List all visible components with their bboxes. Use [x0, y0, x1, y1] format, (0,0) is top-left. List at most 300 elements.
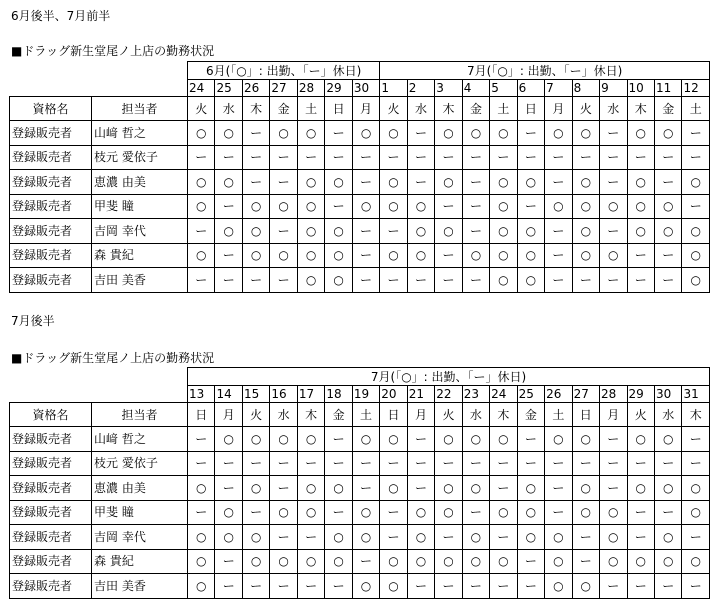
- attendance-cell: ○: [188, 574, 215, 599]
- section1-subtitle: 6月後半、7月前半: [11, 9, 111, 23]
- attendance-cell: ○: [435, 121, 462, 146]
- weekday: 木: [297, 403, 324, 427]
- attendance-cell: ー: [627, 243, 654, 268]
- attendance-cell: ○: [297, 219, 324, 244]
- attendance-cell: ○: [600, 500, 627, 525]
- group-header-june: 6月(「○」: 出勤、「ー」休日): [188, 62, 380, 80]
- attendance-cell: ○: [490, 194, 517, 219]
- day-number: 31: [682, 386, 710, 403]
- attendance-cell: ○: [517, 219, 544, 244]
- table-row: [10, 219, 710, 244]
- attendance-cell: ○: [188, 525, 215, 550]
- attendance-cell: ○: [435, 500, 462, 525]
- day-number: 24: [188, 80, 215, 97]
- attendance-cell: ー: [462, 268, 489, 293]
- attendance-cell: ○: [627, 121, 654, 146]
- weekday: 土: [545, 403, 572, 427]
- weekday: 火: [627, 403, 654, 427]
- attendance-cell: ○: [435, 427, 462, 452]
- attendance-cell: ー: [682, 121, 710, 146]
- attendance-cell: ー: [545, 500, 572, 525]
- table-row: [10, 194, 710, 219]
- table-row: [10, 451, 710, 476]
- table-row: [10, 243, 710, 268]
- day-number: 17: [297, 386, 324, 403]
- attendance-cell: ○: [517, 243, 544, 268]
- attendance-cell: ー: [490, 574, 517, 599]
- attendance-cell: ー: [600, 574, 627, 599]
- attendance-cell: ○: [325, 243, 352, 268]
- attendance-cell: ー: [188, 145, 215, 170]
- weekday: 土: [490, 97, 517, 121]
- attendance-cell: ー: [517, 549, 544, 574]
- attendance-cell: ○: [682, 243, 710, 268]
- attendance-cell: ○: [572, 427, 599, 452]
- attendance-cell: ○: [188, 170, 215, 195]
- attendance-cell: ○: [297, 549, 324, 574]
- table-row: [10, 268, 710, 293]
- day-number: 30: [352, 80, 380, 97]
- attendance-cell: ー: [435, 574, 462, 599]
- attendance-cell: ○: [215, 219, 242, 244]
- attendance-cell: ー: [215, 243, 242, 268]
- attendance-cell: ー: [600, 170, 627, 195]
- attendance-cell: ○: [490, 268, 517, 293]
- attendance-cell: ○: [380, 121, 407, 146]
- attendance-cell: ー: [490, 476, 517, 501]
- day-number: 5: [490, 80, 517, 97]
- weekday: 土: [297, 97, 324, 121]
- weekday: 木: [435, 97, 462, 121]
- attendance-cell: ○: [490, 243, 517, 268]
- attendance-cell: ○: [655, 194, 682, 219]
- attendance-cell: ○: [545, 121, 572, 146]
- attendance-cell: ○: [490, 549, 517, 574]
- attendance-cell: ○: [188, 121, 215, 146]
- day-number: 27: [270, 80, 297, 97]
- attendance-cell: ー: [572, 549, 599, 574]
- weekday: 日: [325, 97, 352, 121]
- qualification: 登録販売者: [10, 549, 92, 574]
- day-number: 30: [654, 386, 681, 403]
- attendance-cell: ー: [435, 194, 462, 219]
- weekday: 水: [407, 97, 434, 121]
- day-row-blank: [10, 80, 188, 97]
- person-name: 森 貴紀: [92, 549, 188, 574]
- column-header-qualification: 資格名: [10, 97, 92, 121]
- attendance-cell: ○: [270, 500, 297, 525]
- attendance-cell: ○: [297, 476, 324, 501]
- attendance-cell: ○: [407, 549, 434, 574]
- weekday: 火: [380, 97, 407, 121]
- day-number: 15: [242, 386, 269, 403]
- weekday: 水: [270, 403, 297, 427]
- person-name: 枝元 愛依子: [92, 451, 188, 476]
- weekday: 月: [352, 97, 380, 121]
- qualification: 登録販売者: [10, 427, 92, 452]
- attendance-cell: ー: [242, 121, 269, 146]
- attendance-cell: ー: [352, 476, 379, 501]
- attendance-cell: ー: [462, 574, 489, 599]
- day-number: 29: [325, 80, 352, 97]
- attendance-cell: ー: [380, 451, 407, 476]
- attendance-cell: ー: [627, 525, 654, 550]
- attendance-cell: ー: [655, 243, 682, 268]
- attendance-cell: ○: [490, 121, 517, 146]
- day-number: 1: [380, 80, 407, 97]
- attendance-cell: ー: [242, 574, 269, 599]
- attendance-cell: ○: [270, 194, 297, 219]
- attendance-cell: ー: [325, 145, 352, 170]
- attendance-cell: ー: [627, 451, 654, 476]
- attendance-cell: ○: [600, 549, 627, 574]
- day-number: 23: [462, 386, 489, 403]
- person-name: 森 貴紀: [92, 243, 188, 268]
- attendance-cell: ○: [600, 194, 627, 219]
- attendance-cell: ○: [325, 525, 352, 550]
- attendance-cell: ー: [215, 268, 242, 293]
- weekday: 火: [242, 403, 269, 427]
- qualification: 登録販売者: [10, 121, 92, 146]
- weekday: 木: [242, 97, 269, 121]
- attendance-cell: ○: [654, 476, 681, 501]
- attendance-cell: ー: [325, 121, 352, 146]
- attendance-cell: ー: [545, 219, 572, 244]
- attendance-cell: ○: [242, 476, 269, 501]
- day-number: 14: [215, 386, 242, 403]
- attendance-cell: ー: [380, 500, 407, 525]
- attendance-cell: ○: [325, 476, 352, 501]
- attendance-cell: ー: [270, 170, 297, 195]
- attendance-cell: ○: [600, 525, 627, 550]
- attendance-cell: ー: [325, 451, 352, 476]
- attendance-cell: ○: [242, 525, 269, 550]
- attendance-cell: ○: [352, 500, 379, 525]
- table-row: [10, 145, 710, 170]
- attendance-cell: ー: [682, 574, 710, 599]
- attendance-cell: ○: [435, 476, 462, 501]
- person-name: 吉田 美香: [92, 268, 188, 293]
- attendance-cell: ○: [545, 574, 572, 599]
- person-name: 枝元 愛依子: [92, 145, 188, 170]
- attendance-cell: ー: [407, 121, 434, 146]
- table-row: [10, 500, 710, 525]
- attendance-cell: ー: [517, 427, 544, 452]
- attendance-cell: ○: [352, 427, 379, 452]
- day-number: 28: [297, 80, 324, 97]
- attendance-cell: ○: [215, 525, 242, 550]
- day-number: 12: [682, 80, 710, 97]
- attendance-cell: ー: [490, 451, 517, 476]
- person-name: 山﨑 哲之: [92, 427, 188, 452]
- attendance-cell: ー: [572, 525, 599, 550]
- attendance-cell: ○: [215, 170, 242, 195]
- attendance-cell: ○: [297, 427, 324, 452]
- attendance-cell: ○: [352, 121, 380, 146]
- attendance-cell: ー: [462, 145, 489, 170]
- table-row: [10, 549, 710, 574]
- attendance-cell: ー: [435, 243, 462, 268]
- attendance-cell: ○: [545, 194, 572, 219]
- attendance-cell: ー: [297, 451, 324, 476]
- weekday: 木: [682, 403, 710, 427]
- attendance-cell: ○: [627, 549, 654, 574]
- attendance-cell: ○: [572, 194, 599, 219]
- attendance-cell: ー: [270, 268, 297, 293]
- weekday: 月: [215, 403, 242, 427]
- attendance-cell: ○: [600, 243, 627, 268]
- day-number: 22: [435, 386, 462, 403]
- qualification: 登録販売者: [10, 145, 92, 170]
- attendance-cell: ○: [325, 170, 352, 195]
- section1-title: ■ドラッグ新生堂尾ノ上店の勤務状況: [11, 44, 215, 58]
- attendance-cell: ○: [627, 170, 654, 195]
- attendance-cell: ○: [572, 219, 599, 244]
- attendance-cell: ー: [600, 427, 627, 452]
- attendance-cell: ー: [352, 145, 380, 170]
- attendance-cell: ○: [380, 427, 407, 452]
- attendance-cell: ○: [325, 268, 352, 293]
- attendance-cell: ○: [215, 427, 242, 452]
- day-number: 27: [572, 386, 599, 403]
- attendance-cell: ○: [572, 170, 599, 195]
- qualification: 登録販売者: [10, 451, 92, 476]
- person-name: 甲斐 瞳: [92, 500, 188, 525]
- attendance-cell: ○: [627, 219, 654, 244]
- attendance-cell: ー: [462, 451, 489, 476]
- qualification: 登録販売者: [10, 268, 92, 293]
- attendance-cell: ○: [572, 476, 599, 501]
- day-number: 25: [517, 386, 544, 403]
- attendance-cell: ー: [435, 451, 462, 476]
- weekday: 月: [407, 403, 434, 427]
- attendance-cell: ○: [462, 476, 489, 501]
- attendance-cell: ー: [545, 170, 572, 195]
- attendance-cell: ー: [352, 268, 380, 293]
- attendance-cell: ○: [407, 219, 434, 244]
- attendance-cell: ○: [490, 500, 517, 525]
- day-number: 10: [627, 80, 654, 97]
- attendance-cell: ○: [654, 525, 681, 550]
- day-number: 25: [215, 80, 242, 97]
- day-number: 26: [545, 386, 572, 403]
- section2-title: ■ドラッグ新生堂尾ノ上店の勤務状況: [11, 351, 215, 365]
- attendance-cell: ○: [297, 194, 324, 219]
- attendance-cell: ○: [380, 194, 407, 219]
- attendance-cell: ー: [380, 525, 407, 550]
- attendance-cell: ○: [297, 243, 324, 268]
- attendance-cell: ○: [655, 219, 682, 244]
- day-row-blank: [10, 386, 188, 403]
- attendance-cell: ー: [407, 170, 434, 195]
- attendance-cell: ○: [462, 549, 489, 574]
- attendance-cell: ー: [270, 219, 297, 244]
- attendance-cell: ○: [545, 525, 572, 550]
- attendance-cell: ○: [242, 549, 269, 574]
- attendance-cell: ー: [627, 574, 654, 599]
- attendance-cell: ○: [462, 427, 489, 452]
- attendance-cell: ー: [517, 121, 544, 146]
- attendance-cell: ー: [600, 121, 627, 146]
- attendance-cell: ○: [188, 549, 215, 574]
- attendance-cell: ー: [627, 268, 654, 293]
- attendance-cell: ○: [435, 549, 462, 574]
- attendance-cell: ー: [188, 219, 215, 244]
- day-number: 20: [380, 386, 407, 403]
- weekday: 火: [188, 97, 215, 121]
- section2-subtitle: 7月後半: [11, 314, 55, 328]
- attendance-cell: ○: [517, 500, 544, 525]
- day-number: 19: [352, 386, 379, 403]
- attendance-cell: ー: [188, 500, 215, 525]
- weekday: 水: [462, 403, 489, 427]
- header-blank: [10, 62, 188, 80]
- attendance-cell: ー: [188, 451, 215, 476]
- day-number: 2: [407, 80, 434, 97]
- attendance-cell: ○: [627, 476, 654, 501]
- attendance-cell: ー: [600, 145, 627, 170]
- weekday: 金: [462, 97, 489, 121]
- attendance-cell: ○: [407, 525, 434, 550]
- day-number: 26: [242, 80, 269, 97]
- attendance-cell: ー: [572, 268, 599, 293]
- attendance-cell: ○: [297, 268, 324, 293]
- attendance-cell: ー: [270, 145, 297, 170]
- attendance-cell: ー: [297, 574, 324, 599]
- attendance-cell: ○: [242, 194, 269, 219]
- attendance-cell: ー: [572, 451, 599, 476]
- attendance-cell: ○: [407, 243, 434, 268]
- day-number: 7: [545, 80, 572, 97]
- attendance-cell: ○: [655, 121, 682, 146]
- attendance-cell: ー: [242, 268, 269, 293]
- person-name: 吉岡 幸代: [92, 219, 188, 244]
- weekday: 日: [380, 403, 407, 427]
- attendance-cell: ○: [517, 268, 544, 293]
- attendance-cell: ー: [627, 500, 654, 525]
- weekday: 金: [325, 403, 352, 427]
- attendance-cell: ○: [654, 427, 681, 452]
- weekday: 日: [188, 403, 215, 427]
- attendance-cell: ー: [325, 574, 352, 599]
- attendance-cell: ー: [545, 243, 572, 268]
- attendance-cell: ー: [600, 451, 627, 476]
- attendance-cell: ○: [242, 219, 269, 244]
- attendance-cell: ー: [545, 476, 572, 501]
- attendance-cell: ー: [682, 525, 710, 550]
- attendance-cell: ー: [682, 451, 710, 476]
- attendance-cell: ー: [270, 574, 297, 599]
- group-header-july: 7月(「○」: 出勤、「ー」休日): [188, 368, 710, 386]
- attendance-cell: ー: [188, 427, 215, 452]
- attendance-cell: ○: [242, 243, 269, 268]
- attendance-cell: ○: [517, 170, 544, 195]
- attendance-cell: ○: [380, 170, 407, 195]
- attendance-cell: ○: [380, 574, 407, 599]
- attendance-cell: ー: [352, 170, 380, 195]
- attendance-cell: ー: [297, 145, 324, 170]
- attendance-cell: ○: [682, 549, 710, 574]
- attendance-cell: ○: [215, 121, 242, 146]
- attendance-cell: ○: [682, 219, 710, 244]
- attendance-cell: ー: [545, 145, 572, 170]
- attendance-cell: ー: [682, 145, 710, 170]
- attendance-cell: ○: [242, 427, 269, 452]
- attendance-cell: ー: [215, 574, 242, 599]
- weekday: 金: [517, 403, 544, 427]
- attendance-cell: ー: [655, 268, 682, 293]
- attendance-cell: ー: [352, 549, 379, 574]
- attendance-cell: ○: [352, 525, 379, 550]
- attendance-cell: ○: [682, 476, 710, 501]
- attendance-cell: ー: [407, 145, 434, 170]
- attendance-cell: ー: [270, 525, 297, 550]
- attendance-cell: ー: [215, 451, 242, 476]
- column-header-person: 担当者: [92, 403, 188, 427]
- attendance-cell: ○: [462, 243, 489, 268]
- attendance-cell: ○: [297, 170, 324, 195]
- attendance-cell: ー: [242, 145, 269, 170]
- attendance-cell: ○: [517, 525, 544, 550]
- attendance-cell: ー: [407, 574, 434, 599]
- attendance-cell: ー: [352, 219, 380, 244]
- attendance-cell: ー: [380, 219, 407, 244]
- attendance-cell: ○: [435, 170, 462, 195]
- attendance-cell: ー: [215, 476, 242, 501]
- attendance-cell: ー: [215, 145, 242, 170]
- attendance-cell: ○: [270, 243, 297, 268]
- attendance-cell: ー: [462, 170, 489, 195]
- schedule-table-june-july: [9, 61, 710, 293]
- person-name: 山﨑 哲之: [92, 121, 188, 146]
- attendance-cell: ○: [682, 268, 710, 293]
- person-name: 恵濃 由美: [92, 476, 188, 501]
- day-number: 13: [188, 386, 215, 403]
- day-number: 8: [572, 80, 599, 97]
- attendance-cell: ○: [462, 525, 489, 550]
- attendance-cell: ○: [682, 170, 710, 195]
- attendance-cell: ー: [325, 500, 352, 525]
- day-number: 3: [435, 80, 462, 97]
- attendance-cell: ○: [352, 574, 379, 599]
- weekday: 土: [682, 97, 710, 121]
- attendance-cell: ー: [215, 194, 242, 219]
- weekday: 土: [352, 403, 379, 427]
- qualification: 登録販売者: [10, 194, 92, 219]
- attendance-cell: ○: [270, 427, 297, 452]
- attendance-cell: ー: [242, 500, 269, 525]
- header-blank: [10, 368, 188, 386]
- attendance-cell: ○: [490, 219, 517, 244]
- attendance-cell: ー: [215, 549, 242, 574]
- attendance-cell: ー: [380, 145, 407, 170]
- attendance-cell: ー: [490, 525, 517, 550]
- attendance-cell: ー: [600, 268, 627, 293]
- attendance-cell: ○: [188, 243, 215, 268]
- attendance-cell: ー: [407, 451, 434, 476]
- attendance-cell: ○: [572, 500, 599, 525]
- qualification: 登録販売者: [10, 243, 92, 268]
- attendance-cell: ○: [490, 170, 517, 195]
- attendance-cell: ○: [297, 500, 324, 525]
- table-row: [10, 574, 710, 599]
- attendance-cell: ー: [517, 145, 544, 170]
- weekday: 月: [545, 97, 572, 121]
- attendance-cell: ー: [682, 427, 710, 452]
- attendance-cell: ○: [462, 121, 489, 146]
- person-name: 吉岡 幸代: [92, 525, 188, 550]
- attendance-cell: ー: [352, 243, 380, 268]
